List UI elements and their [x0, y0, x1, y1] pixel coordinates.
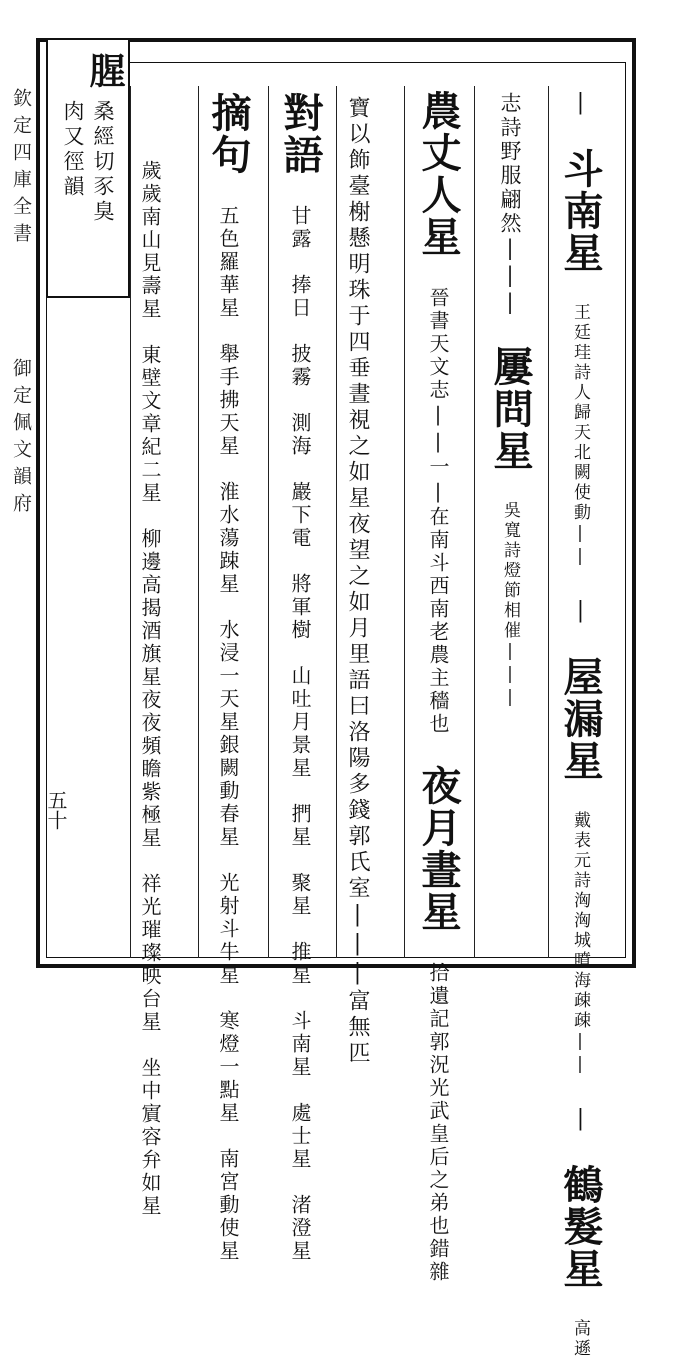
column-rule: [130, 86, 131, 958]
entry-citation: 志詩野服翩然|||: [498, 92, 522, 317]
entry-citation: 吳寬詩燈節相催|||: [500, 501, 520, 710]
entry-citation: 拾遺記郭況光武皇后之弟也錯雜: [426, 962, 450, 1284]
headword-reading-2: 肉又徑韻: [61, 100, 85, 200]
section-heading-zhaiju: 摘句: [205, 92, 252, 176]
entry-term: 斗南星: [557, 148, 604, 274]
column-rule: [474, 86, 475, 958]
text-column-2: [487, 92, 534, 710]
entry-term: 夜月晝星: [415, 765, 462, 933]
gap-marker: |: [568, 598, 593, 627]
headword-reading-1: 桑經切豕臭: [91, 100, 115, 225]
text-column-4: 寶以飾臺榭懸明珠于四垂晝視之如星夜望之如月里語曰洛陽多錢郭氏室|||富無匹: [345, 96, 370, 1067]
text-column-1: [557, 90, 604, 1359]
gap-marker: |: [568, 1106, 593, 1135]
entry-citation: 王廷珪詩人歸天北闕使動||: [570, 303, 590, 569]
entry-text: 甘露 捧日 披霧 測海 巖下電 將軍樹 山吐月景星 捫星 聚星 推星 斗南星 處士星 渚澄星: [288, 205, 312, 1263]
entry-term: 屋漏星: [557, 656, 604, 782]
column-rule: [548, 86, 549, 958]
text-column-6: [205, 92, 252, 1263]
gap-marker: |: [568, 90, 593, 119]
text-column-5: [277, 92, 324, 1263]
entry-term: 屢問星: [487, 346, 534, 472]
entry-citation: 高遜: [570, 1319, 590, 1359]
column-rule: [198, 86, 199, 958]
margin-book-title: 御定佩文韻府: [10, 358, 32, 520]
column-rule: [336, 86, 337, 958]
column-rule: [404, 86, 405, 958]
entry-term: 鶴髮星: [557, 1164, 604, 1290]
entry-term: 農丈人星: [415, 90, 462, 258]
entry-citation: 戴表元詩洶洶城噴海疎疎||: [570, 811, 590, 1077]
entry-text: 五色羅華星 舉手拂天星 淮水蕩踈星 水浸一天星銀闕動春星 光射斗牛星 寒燈一點星 南宮動使星: [216, 205, 240, 1263]
headword-char: 腥: [84, 52, 126, 88]
text-column-7: 歲歲南山見壽星 東壁文章紀二星 柳邊高揭酒旗星夜夜頻瞻紫極星 祥光璀璨映台星 坐中賔容弁如星: [138, 160, 162, 1218]
text-column-3: [415, 90, 462, 1284]
margin-top-title: 欽定四庫全書: [10, 88, 32, 250]
section-heading-duiyu: 對語: [277, 92, 324, 176]
page-number: 五十: [44, 790, 68, 830]
entry-citation: 晉書天文志||一|在南斗西南老農主穡也: [426, 287, 450, 736]
column-rule: [268, 86, 269, 958]
